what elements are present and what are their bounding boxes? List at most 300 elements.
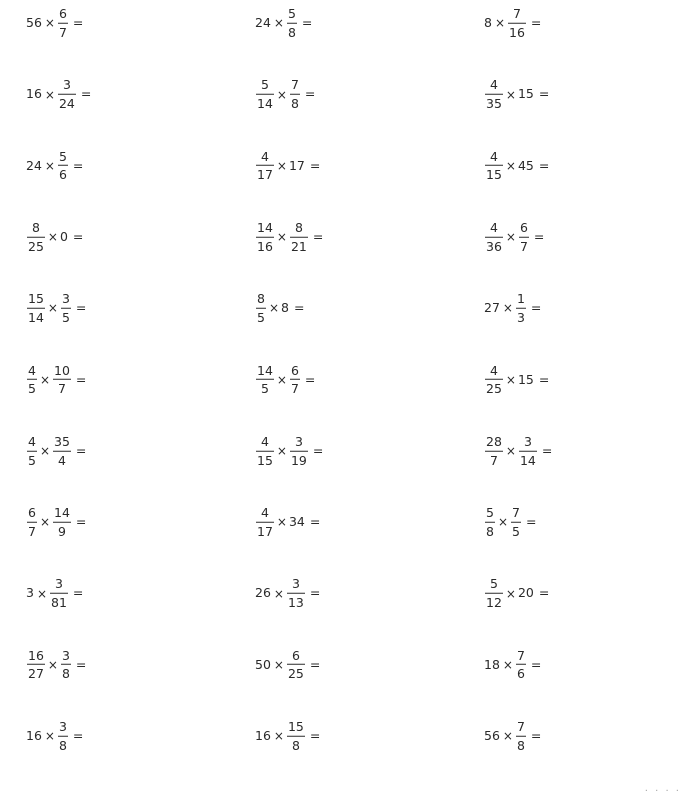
fraction-denominator: 15 <box>257 452 273 468</box>
times-sign: × <box>494 16 506 30</box>
fraction-bar <box>27 308 45 309</box>
times-sign: × <box>505 443 516 458</box>
whole-number: 0 <box>59 228 68 244</box>
equals-sign: = <box>309 727 321 743</box>
fraction-denominator: 6 <box>516 666 525 682</box>
times-sign: × <box>505 87 516 102</box>
fraction-denominator: 15 <box>486 167 502 183</box>
fraction-numerator: 6 <box>28 504 36 520</box>
fraction <box>516 648 526 681</box>
fraction-numerator: 4 <box>260 433 269 449</box>
fraction-numerator: 8 <box>257 290 265 306</box>
times-sign: × <box>276 372 287 387</box>
times-sign: × <box>273 586 284 601</box>
fraction <box>53 506 71 539</box>
fraction-denominator: 8 <box>486 523 494 539</box>
fraction <box>58 720 68 753</box>
fraction-denominator: 19 <box>290 452 307 468</box>
problem <box>255 363 315 396</box>
problem <box>255 7 312 40</box>
fraction-numerator: 6 <box>58 5 67 21</box>
problem <box>255 292 304 325</box>
problem <box>255 221 323 254</box>
times-sign: × <box>44 16 55 30</box>
fraction-denominator: 5 <box>260 381 269 396</box>
fraction-numerator: 8 <box>294 219 303 235</box>
fraction-denominator: 17 <box>257 167 273 183</box>
whole-number: 16 <box>26 727 42 743</box>
whole-number: 34 <box>288 513 305 529</box>
equals-sign: = <box>525 513 537 529</box>
fraction-denominator: 9 <box>57 523 66 539</box>
times-sign: × <box>44 87 55 102</box>
fraction-denominator: 8 <box>291 737 300 753</box>
fraction-bar <box>485 450 503 451</box>
problem <box>26 648 86 681</box>
equals-sign: = <box>72 585 84 601</box>
fraction <box>256 149 274 182</box>
fraction-denominator: 25 <box>287 666 304 682</box>
problem <box>484 78 549 111</box>
fraction-numerator: 4 <box>260 148 269 164</box>
fraction <box>287 648 305 681</box>
fraction-numerator: 15 <box>28 290 44 306</box>
fraction-denominator: 36 <box>486 238 502 254</box>
fraction-bar <box>485 236 503 237</box>
problem <box>484 363 549 396</box>
whole-number: 27 <box>484 299 500 315</box>
fraction <box>287 720 305 753</box>
times-sign: × <box>39 372 51 387</box>
fraction-bar <box>256 236 274 237</box>
equals-sign: = <box>80 86 92 102</box>
fraction-bar <box>58 736 68 737</box>
equals-sign: = <box>304 86 316 102</box>
fraction-denominator: 6 <box>58 167 67 183</box>
fraction-numerator: 4 <box>260 504 269 520</box>
fraction <box>61 648 71 681</box>
whole-number: 17 <box>288 157 305 173</box>
fraction-denominator: 16 <box>509 24 525 40</box>
fraction-bar <box>256 308 266 309</box>
fraction-denominator: 7 <box>58 24 67 40</box>
fraction <box>516 292 526 325</box>
fraction <box>485 435 503 468</box>
fraction-numerator: 14 <box>257 362 273 378</box>
fraction-bar <box>287 593 305 594</box>
problem <box>26 363 86 396</box>
fraction <box>58 149 68 182</box>
fraction-numerator: 7 <box>290 77 299 93</box>
fraction-denominator: 8 <box>61 666 70 682</box>
fraction-bar <box>58 94 76 95</box>
whole-number: 56 <box>26 14 42 30</box>
times-sign: × <box>505 229 516 244</box>
problem <box>484 720 541 753</box>
fraction-numerator: 7 <box>516 647 525 663</box>
times-sign: × <box>505 158 516 173</box>
times-sign: × <box>273 729 284 743</box>
problem <box>484 7 541 40</box>
fraction-bar <box>516 308 526 309</box>
fraction <box>485 363 503 396</box>
fraction-denominator: 4 <box>57 452 66 468</box>
problem <box>255 149 320 182</box>
fraction-denominator: 14 <box>519 452 536 468</box>
times-sign: × <box>273 16 284 30</box>
whole-number: 15 <box>517 371 534 387</box>
fraction <box>485 149 503 182</box>
fraction-numerator: 28 <box>486 433 502 449</box>
times-sign: × <box>273 657 284 672</box>
fraction <box>290 435 308 468</box>
equals-sign: = <box>538 157 550 173</box>
times-sign: × <box>502 301 513 316</box>
whole-number: 16 <box>255 727 271 743</box>
fraction-bar <box>53 522 71 523</box>
whole-number: 45 <box>517 157 534 173</box>
whole-number: 26 <box>255 585 271 601</box>
fraction-bar <box>27 236 45 237</box>
fraction-bar <box>27 450 37 451</box>
fraction-bar <box>256 94 274 95</box>
fraction <box>290 78 300 111</box>
fraction-denominator: 5 <box>28 452 36 468</box>
equals-sign: = <box>72 14 84 30</box>
problem <box>26 7 83 40</box>
times-sign: × <box>505 372 516 387</box>
fraction <box>256 363 274 396</box>
fraction-numerator: 14 <box>54 504 70 520</box>
fraction-bar <box>508 23 526 24</box>
fraction-numerator: 4 <box>489 219 498 235</box>
fraction-numerator: 10 <box>54 362 70 378</box>
fraction-bar <box>27 522 37 523</box>
fraction-denominator: 13 <box>287 594 304 610</box>
whole-number: 56 <box>484 727 500 743</box>
problem <box>255 577 320 610</box>
equals-sign: = <box>538 371 550 387</box>
fraction-numerator: 6 <box>519 219 528 235</box>
fraction-numerator: 7 <box>512 504 520 520</box>
fraction-denominator: 3 <box>516 309 525 325</box>
fraction <box>27 506 37 539</box>
equals-sign: = <box>309 157 321 173</box>
fraction-bar <box>53 379 71 380</box>
fraction <box>256 78 274 111</box>
fraction <box>519 221 529 254</box>
fraction-bar <box>519 450 537 451</box>
fraction-bar <box>61 308 71 309</box>
problem <box>26 78 91 111</box>
fraction-bar <box>290 236 308 237</box>
fraction-numerator: 4 <box>489 148 498 164</box>
fraction-bar <box>485 379 503 380</box>
fraction-denominator: 25 <box>28 238 44 254</box>
whole-number: 18 <box>484 656 500 672</box>
fraction-denominator: 5 <box>257 309 265 325</box>
fraction-bar <box>50 593 68 594</box>
times-sign: × <box>502 657 513 672</box>
fraction <box>58 78 76 111</box>
fraction-numerator: 8 <box>31 219 40 235</box>
times-sign: × <box>497 515 509 530</box>
problem <box>255 506 320 539</box>
fraction <box>27 221 45 254</box>
problem <box>484 435 552 468</box>
fraction-bar <box>485 94 503 95</box>
fraction-numerator: 5 <box>489 576 498 592</box>
problem <box>255 720 320 753</box>
problem <box>484 648 541 681</box>
fraction <box>58 7 68 40</box>
equals-sign: = <box>304 371 316 387</box>
fraction-denominator: 7 <box>57 381 66 396</box>
fraction-bar <box>256 522 274 523</box>
problem <box>255 435 323 468</box>
fraction <box>516 720 526 753</box>
equals-sign: = <box>538 86 550 102</box>
fraction-bar <box>485 522 495 523</box>
fraction-numerator: 3 <box>523 433 532 449</box>
fraction-numerator: 4 <box>28 433 36 449</box>
fraction-bar <box>519 236 529 237</box>
times-sign: × <box>47 301 58 316</box>
fraction-denominator: 8 <box>287 24 296 40</box>
fraction-bar <box>256 450 274 451</box>
fraction-bar <box>290 379 300 380</box>
equals-sign: = <box>293 299 305 315</box>
whole-number: 20 <box>517 585 534 601</box>
fraction-denominator: 17 <box>257 523 273 539</box>
fraction-bar <box>287 664 305 665</box>
fraction-denominator: 16 <box>257 238 273 254</box>
fraction-denominator: 7 <box>519 238 528 254</box>
whole-number: 50 <box>255 656 271 672</box>
times-sign: × <box>39 515 51 530</box>
fraction-bar <box>287 23 297 24</box>
fraction-denominator: 5 <box>512 523 520 539</box>
fraction <box>61 292 71 325</box>
fraction-numerator: 16 <box>28 647 44 663</box>
equals-sign: = <box>301 14 313 30</box>
fraction-denominator: 14 <box>28 309 44 325</box>
fraction-bar <box>256 165 274 166</box>
fraction <box>27 363 37 396</box>
fraction-denominator: 14 <box>257 95 273 111</box>
fraction-bar <box>290 94 300 95</box>
fraction-denominator: 8 <box>290 95 299 111</box>
fraction <box>256 435 274 468</box>
equals-sign: = <box>530 14 542 30</box>
fraction-bar <box>256 379 274 380</box>
fraction-denominator: 8 <box>58 737 67 753</box>
equals-sign: = <box>72 727 84 743</box>
equals-sign: = <box>533 228 545 244</box>
times-sign: × <box>276 158 287 173</box>
fraction-denominator: 7 <box>489 452 498 468</box>
problem <box>26 435 86 468</box>
fraction-denominator: 7 <box>28 523 36 539</box>
fraction-denominator: 21 <box>290 238 307 254</box>
problem <box>26 577 83 610</box>
fraction-numerator: 3 <box>61 290 70 306</box>
fraction-numerator: 5 <box>287 5 296 21</box>
equals-sign: = <box>312 442 324 458</box>
fraction-numerator: 5 <box>486 504 494 520</box>
fraction <box>256 292 266 325</box>
fraction-denominator: 5 <box>61 309 70 325</box>
times-sign: × <box>44 729 55 743</box>
fraction-numerator: 5 <box>260 77 269 93</box>
fraction <box>485 577 503 610</box>
fraction-numerator: 3 <box>58 718 67 734</box>
times-sign: × <box>276 515 287 530</box>
equals-sign: = <box>72 228 84 244</box>
times-sign: × <box>268 301 280 316</box>
equals-sign: = <box>530 299 542 315</box>
equals-sign: = <box>75 513 87 529</box>
fraction <box>508 7 526 40</box>
fraction-bar <box>53 450 71 451</box>
fraction-numerator: 15 <box>287 718 304 734</box>
fraction-bar <box>485 165 503 166</box>
whole-number: 8 <box>281 299 289 315</box>
problem <box>26 149 83 182</box>
fraction-denominator: 7 <box>290 381 299 396</box>
problem <box>484 577 549 610</box>
equals-sign: = <box>312 228 324 244</box>
fraction <box>53 363 71 396</box>
whole-number: 3 <box>26 585 34 601</box>
fraction-denominator: 25 <box>486 381 502 396</box>
fraction <box>290 363 300 396</box>
times-sign: × <box>44 158 55 173</box>
times-sign: × <box>276 443 287 458</box>
fraction-numerator: 6 <box>291 647 300 663</box>
equals-sign: = <box>530 727 542 743</box>
fraction <box>53 435 71 468</box>
equals-sign: = <box>309 585 321 601</box>
fraction-bar <box>516 664 526 665</box>
fraction-denominator: 8 <box>516 737 525 753</box>
fraction-numerator: 14 <box>257 219 273 235</box>
whole-number: 15 <box>517 86 534 102</box>
times-sign: × <box>36 586 48 601</box>
times-sign: × <box>276 229 287 244</box>
fraction-denominator: 5 <box>28 381 36 396</box>
fraction-numerator: 7 <box>512 5 521 21</box>
fraction-numerator: 3 <box>54 576 63 592</box>
fraction-bar <box>485 593 503 594</box>
whole-number: 24 <box>255 14 271 30</box>
fraction-denominator: 24 <box>58 95 75 111</box>
whole-number: 16 <box>26 86 42 102</box>
fraction <box>50 577 68 610</box>
fraction-bar <box>287 736 305 737</box>
fraction-numerator: 4 <box>28 362 36 378</box>
times-sign: × <box>39 443 51 458</box>
fraction-numerator: 3 <box>61 647 70 663</box>
problem <box>255 78 315 111</box>
fraction-numerator: 6 <box>290 362 299 378</box>
fraction <box>27 435 37 468</box>
fraction-numerator: 3 <box>294 433 303 449</box>
fraction-numerator: 3 <box>291 576 300 592</box>
problem <box>255 648 320 681</box>
fraction <box>256 506 274 539</box>
fraction-numerator: 7 <box>516 718 525 734</box>
problem <box>484 292 541 325</box>
equals-sign: = <box>309 513 321 529</box>
fraction <box>27 292 45 325</box>
problem <box>26 221 83 254</box>
equals-sign: = <box>72 157 84 173</box>
equals-sign: = <box>538 585 550 601</box>
fraction-bar <box>516 736 526 737</box>
fraction-bar <box>511 522 521 523</box>
times-sign: × <box>47 657 58 672</box>
fraction-bar <box>61 664 71 665</box>
times-sign: × <box>47 229 58 244</box>
fraction <box>519 435 537 468</box>
times-sign: × <box>276 87 287 102</box>
times-sign: × <box>502 729 513 743</box>
fraction-bar <box>27 664 45 665</box>
fraction-denominator: 35 <box>486 95 502 111</box>
equals-sign: = <box>309 656 321 672</box>
fraction <box>485 506 495 539</box>
footer-watermark: · · · · <box>644 786 681 794</box>
whole-number: 8 <box>484 14 492 30</box>
fraction-bar <box>290 450 308 451</box>
fraction-numerator: 4 <box>489 362 498 378</box>
times-sign: × <box>505 586 516 601</box>
whole-number: 24 <box>26 157 42 173</box>
equals-sign: = <box>75 299 87 315</box>
fraction-numerator: 5 <box>58 148 67 164</box>
problem <box>26 506 86 539</box>
fraction <box>27 648 45 681</box>
equals-sign: = <box>530 656 542 672</box>
fraction <box>287 577 305 610</box>
fraction <box>287 7 297 40</box>
equals-sign: = <box>75 656 87 672</box>
equals-sign: = <box>75 371 87 387</box>
fraction-bar <box>27 379 37 380</box>
problem <box>26 292 86 325</box>
fraction <box>511 506 521 539</box>
problem <box>484 506 536 539</box>
fraction-numerator: 4 <box>489 77 498 93</box>
equals-sign: = <box>541 442 553 458</box>
fraction <box>485 221 503 254</box>
fraction <box>290 221 308 254</box>
fraction-denominator: 27 <box>28 666 44 682</box>
fraction-numerator: 35 <box>54 433 70 449</box>
fraction-bar <box>58 23 68 24</box>
problem <box>26 720 83 753</box>
fraction-numerator: 1 <box>516 290 525 306</box>
fraction <box>485 78 503 111</box>
fraction-bar <box>58 165 68 166</box>
equals-sign: = <box>75 442 87 458</box>
fraction-denominator: 81 <box>51 594 67 610</box>
fraction-denominator: 12 <box>486 594 502 610</box>
problem <box>484 221 544 254</box>
fraction-numerator: 3 <box>62 77 71 93</box>
problem <box>484 149 549 182</box>
